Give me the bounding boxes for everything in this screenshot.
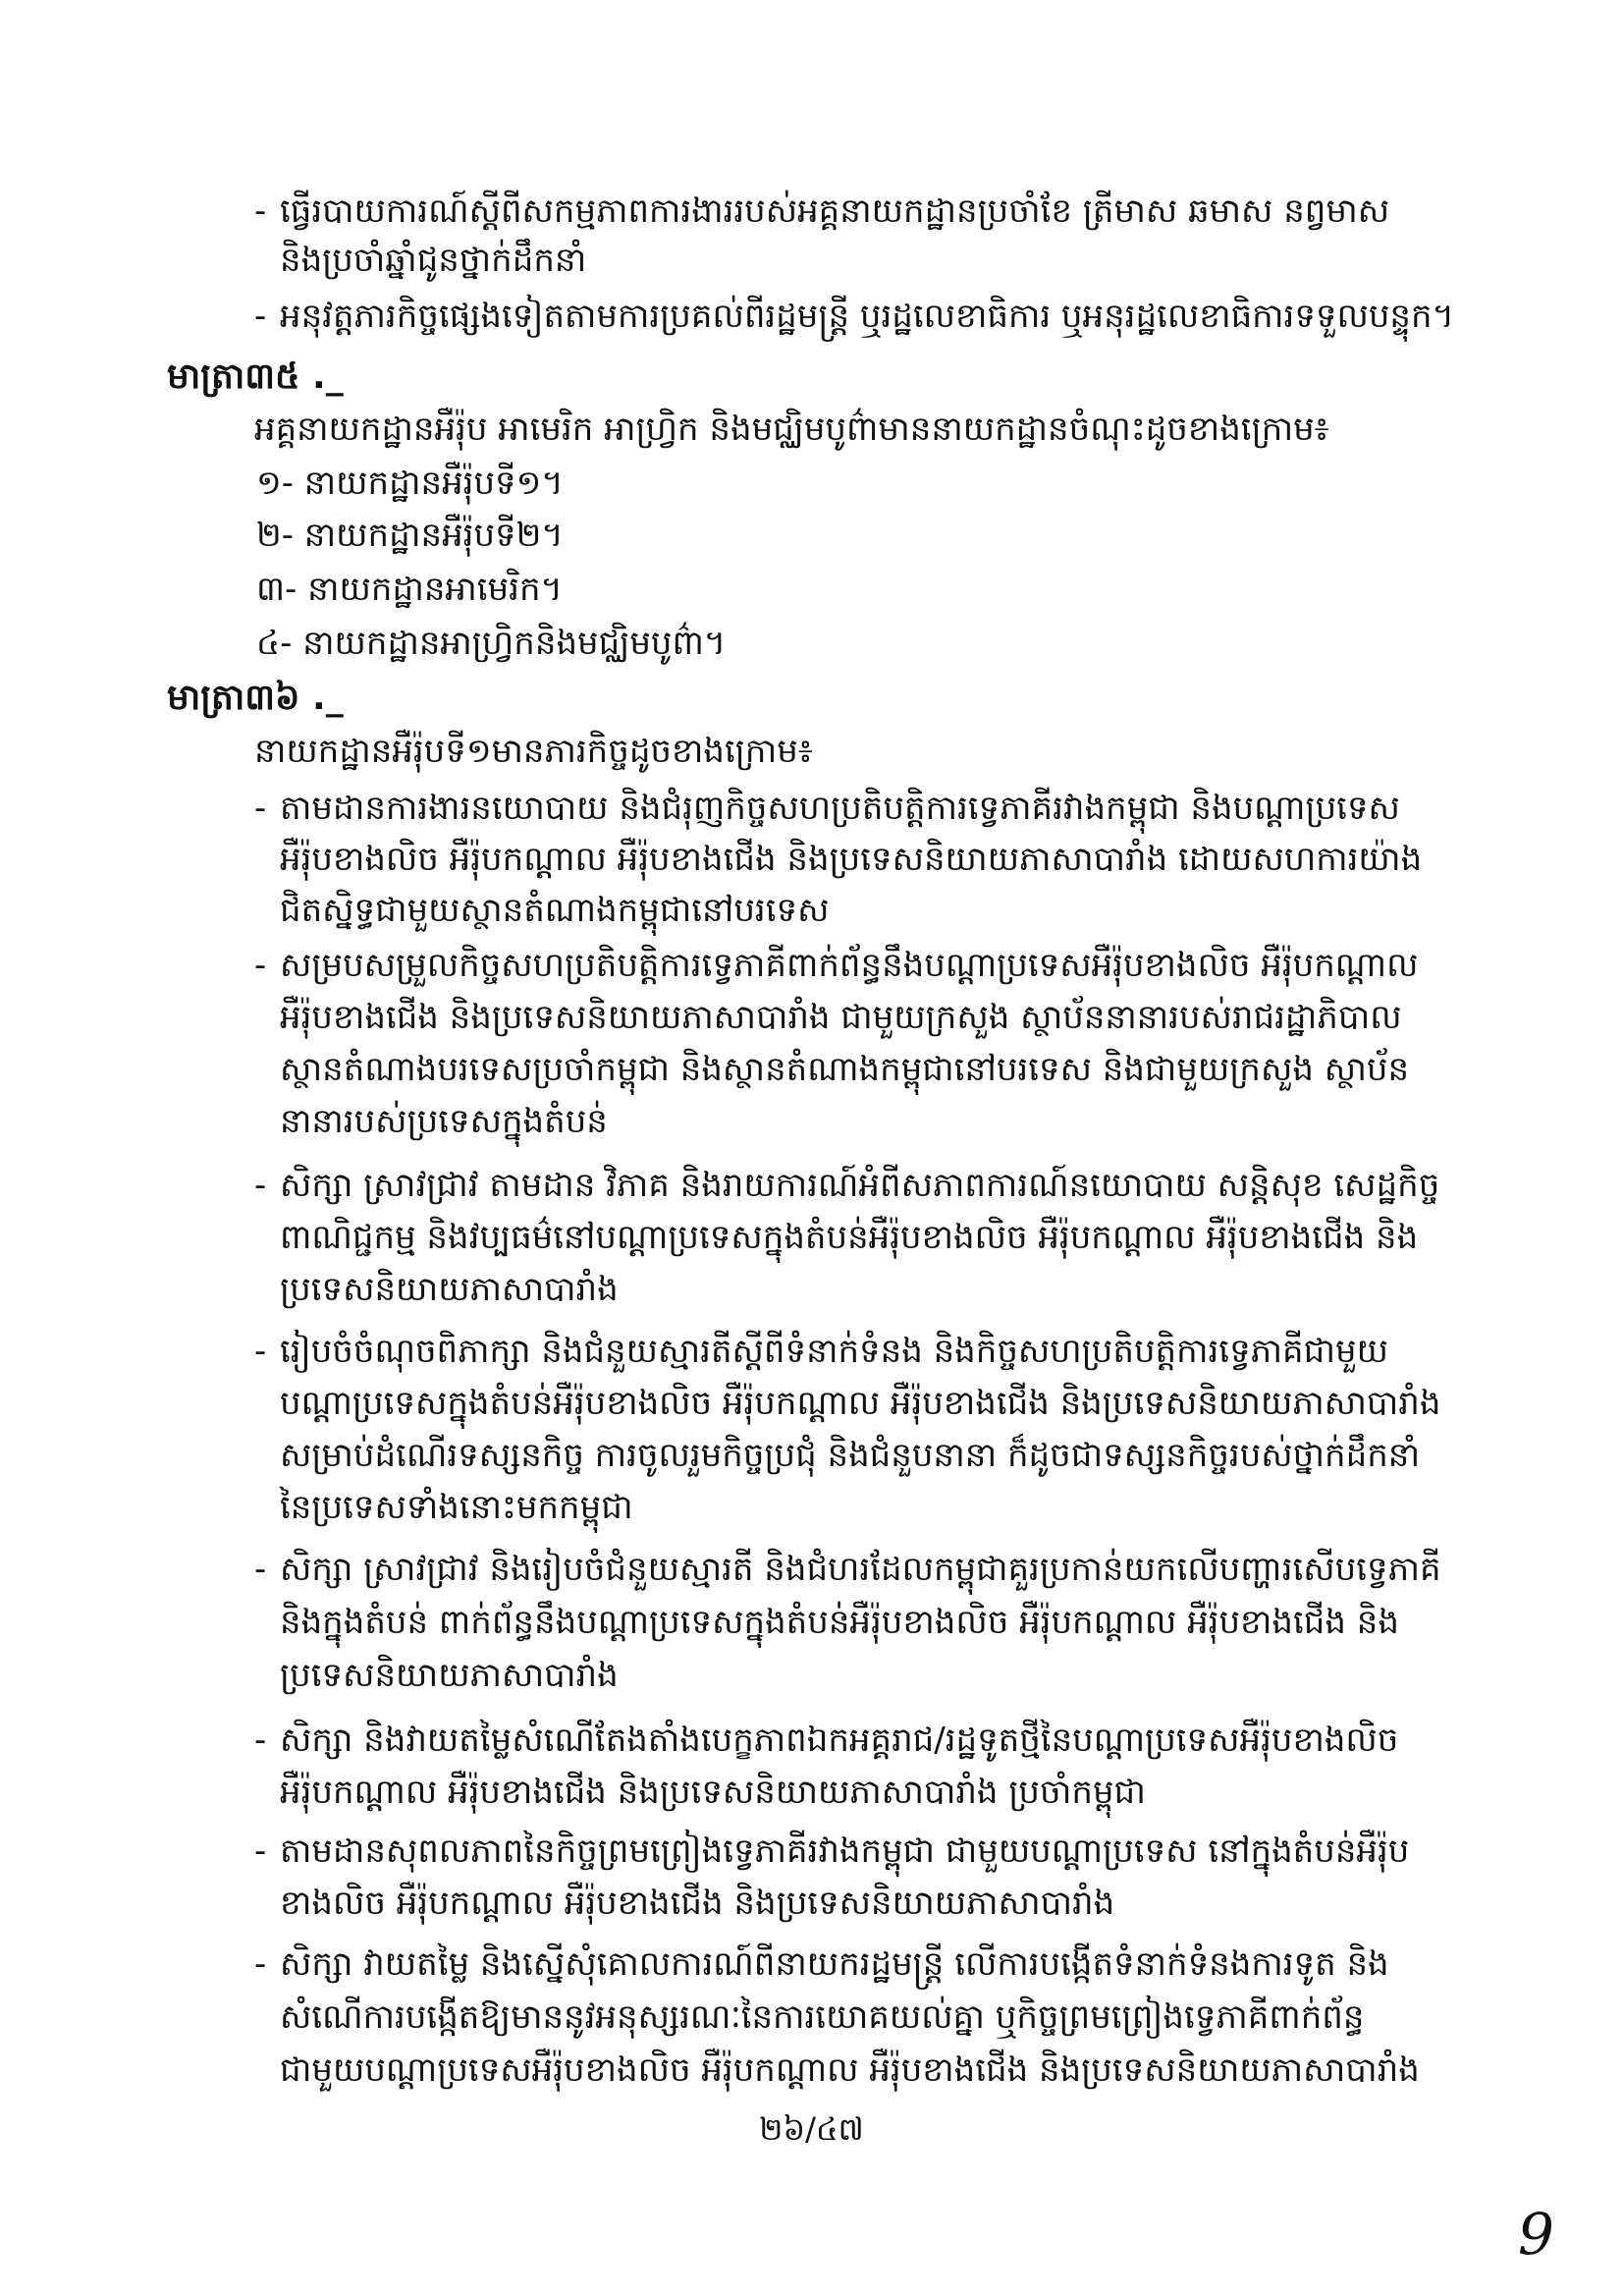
bullet-dash: - (254, 1550, 267, 1589)
article-intro: នាយកដ្ឋានអឺរ៉ុបទី១មានភារកិច្ចដូចខាងក្រោម៖ (254, 732, 813, 771)
paragraph-line: តាមដានសុពលភាពនៃកិច្ចព្រមព្រៀងទ្វេភាគីរវាងកម្ពុជា ជាមួយបណ្តាប្រទេស នៅក្នុងតំបន់អឺរ៉ុប (280, 1831, 1410, 1871)
list-item: ១- នាយកដ្ឋានអឺរ៉ុបទី១។ (256, 464, 564, 503)
bullet-dash: - (254, 1166, 267, 1205)
paragraph-line: សម្របសម្រួលកិច្ចសហប្រតិបត្តិការទ្វេភាគីពាក់ព័ន្ធនឹងបណ្តាប្រទេសអឺរ៉ុបខាងលិច អឺរ៉ុបកណ្តាល (280, 946, 1419, 985)
paragraph-line: រៀបចំចំណុចពិភាក្សា និងជំនួយស្មារតីស្តីពីទំនាក់ទំនង និងកិច្ចសហប្រតិបត្តិការទ្វេភាគីជាមួយ (280, 1332, 1388, 1371)
paragraph-line: អនុវត្តភារកិច្ចផ្សេងទៀតតាមការប្រគល់ពីរដ្ឋមន្ត្រី ឬរដ្ឋលេខាធិការ ឬអនុរដ្ឋលេខាធិការទទួលបន្ទុក។ (280, 297, 1455, 336)
bullet-dash: - (254, 297, 267, 336)
paragraph-line: ពាណិជ្ជកម្ម និងវប្បធម៌នៅបណ្តាប្រទេសក្នុងតំបន់អឺរ៉ុបខាងលិច អឺរ៉ុបកណ្តាល អឺរ៉ុបខាងជើង និង (280, 1218, 1419, 1257)
list-item: ៤- នាយកដ្ឋានអាហ្វ្រិកនិងមជ្ឈិមបូព៌ា។ (256, 624, 727, 663)
article-intro: អគ្គនាយកដ្ឋានអឺរ៉ុប អាមេរិក អាហ្វ្រិក និងមជ្ឈិមបូព៌ាមាននាយកដ្ឋានចំណុះដូចខាងក្រោម៖ (254, 410, 1329, 449)
paragraph-line: ខាងលិច អឺរ៉ុបកណ្តាល អឺរ៉ុបខាងជើង និងប្រទេសនិយាយភាសាបារាំង (280, 1884, 1115, 1923)
paragraph-line: នៃប្រទេសទាំងនោះមកកម្ពុជា (280, 1488, 633, 1527)
paragraph-line: បណ្តាប្រទេសក្នុងតំបន់អឺរ៉ុបខាងលិច អឺរ៉ុបកណ្តាល អឺរ៉ុបខាងជើង និងប្រទេសនិយាយភាសាបារាំង (280, 1384, 1441, 1423)
bullet-dash: - (254, 1831, 267, 1871)
page-number: ២៦/៤៧ (759, 2110, 864, 2148)
bullet-dash: - (254, 191, 267, 231)
paragraph-line: សិក្សា ស្រាវជ្រាវ តាមដាន វិភាគ និងរាយការណ៍អំពីសភាពការណ៍នយោបាយ សន្តិសុខ សេដ្ឋកិច្ច (280, 1166, 1440, 1205)
paragraph-line: អឺរ៉ុបកណ្តាល អឺរ៉ុបខាងជើង និងប្រទេសនិយាយភាសាបារាំង ប្រចាំកម្ពុជា (280, 1773, 1146, 1812)
paragraph-line: នានារបស់ប្រទេសក្នុងតំបន់ (280, 1102, 608, 1141)
paragraph-line: សិក្សា ស្រាវជ្រាវ និងរៀបចំជំនួយស្មារតី និងជំហរដែលកម្ពុជាគួរប្រកាន់យកលើបញ្ហារសើបទ្វេភាគី (280, 1550, 1441, 1589)
bullet-dash: - (254, 1721, 267, 1760)
paragraph-line: ជាមួយបណ្តាប្រទេសអឺរ៉ុបខាងលិច អឺរ៉ុបកណ្តាល អឺរ៉ុបខាងជើង និងប្រទេសនិយាយភាសាបារាំង (280, 2050, 1420, 2090)
bullet-dash: - (254, 789, 267, 828)
bullet-dash: - (254, 1332, 267, 1371)
paragraph-line: អឺរ៉ុបខាងលិច អឺរ៉ុបកណ្តាល អឺរ៉ុបខាងជើង និងប្រទេសនិយាយភាសាបារាំង ដោយសហការយ៉ាង (280, 840, 1423, 879)
paragraph-line: និងប្រចាំឆ្នាំជូនថ្នាក់ដឹកនាំ (280, 241, 587, 280)
paragraph-line: ប្រទេសនិយាយភាសាបារាំង (280, 1270, 619, 1309)
paragraph-line: សិក្សា និងវាយតម្លៃសំណើតែងតាំងបេក្ខភាពឯកអគ្គរាជ/រដ្ឋទូតថ្មីនៃបណ្តាប្រទេសអឺរ៉ុបខាងលិច (280, 1721, 1399, 1760)
paragraph-line: សំណើការបង្កើតឱ្យមាននូវអនុស្សរណៈនៃការយោគយល់គ្នា ឬកិច្ចព្រមព្រៀងទ្វេភាគីពាក់ព័ន្ធ (280, 1997, 1365, 2037)
list-item: ២- នាយកដ្ឋានអឺរ៉ុបទី២។ (256, 516, 564, 555)
paragraph-line: និងក្នុងតំបន់ ពាក់ព័ន្ធនឹងបណ្តាប្រទេសក្នុងតំបន់អឺរ៉ុបខាងលិច អឺរ៉ុបកណ្តាល អឺរ៉ុបខាងជើង និង (280, 1603, 1399, 1642)
paragraph-line: សិក្សា វាយតម្លៃ និងស្នើសុំគោលការណ៍ពីនាយករដ្ឋមន្ត្រី លើការបង្កើតទំនាក់ទំនងការទូត និង (280, 1944, 1389, 1984)
handwritten-mark: 9 (1518, 2201, 1554, 2268)
bullet-dash: - (254, 946, 267, 985)
paragraph-line: អឺរ៉ុបខាងជើង និងប្រទេសនិយាយភាសាបារាំង ជាមួយក្រសួង ស្ថាប័ននានារបស់រាជរដ្ឋាភិបាល (280, 998, 1402, 1037)
paragraph-line: ជិតស្និទ្ធជាមួយស្ថានតំណាងកម្ពុជានៅបរទេស (280, 891, 830, 930)
bullet-dash: - (254, 1944, 267, 1984)
article-heading: មាត្រា៣៥ ._ (167, 356, 344, 397)
list-item: ៣- នាយកដ្ឋានអាមេរិក។ (256, 570, 563, 609)
paragraph-line: ធ្វើរបាយការណ៍ស្តីពីសកម្មភាពការងាររបស់អគ្គនាយកដ្ឋានប្រចាំខែ ត្រីមាស ឆមាស នព្វមាស (280, 191, 1390, 231)
paragraph-line: តាមដានការងារនយោបាយ និងជំរុញកិច្ចសហប្រតិបត្តិការទ្វេភាគីរវាងកម្ពុជា និងបណ្តាប្រទេស (280, 789, 1400, 828)
article-heading: មាត្រា៣៦ ._ (167, 678, 344, 718)
paragraph-line: ស្ថានតំណាងបរទេសប្រចាំកម្ពុជា និងស្ថានតំណាងកម្ពុជានៅបរទេស និងជាមួយក្រសួង ស្ថាប័ន (280, 1050, 1410, 1089)
paragraph-line: ប្រទេសនិយាយភាសាបារាំង (280, 1656, 619, 1695)
paragraph-line: សម្រាប់ដំណើរទស្សនកិច្ច ការចូលរួមកិច្ចប្រជុំ និងជំនួបនានា ក៏ដូចជាទស្សនកិច្ចរបស់ថ្នាក់ដឹកនាំ (280, 1436, 1421, 1475)
